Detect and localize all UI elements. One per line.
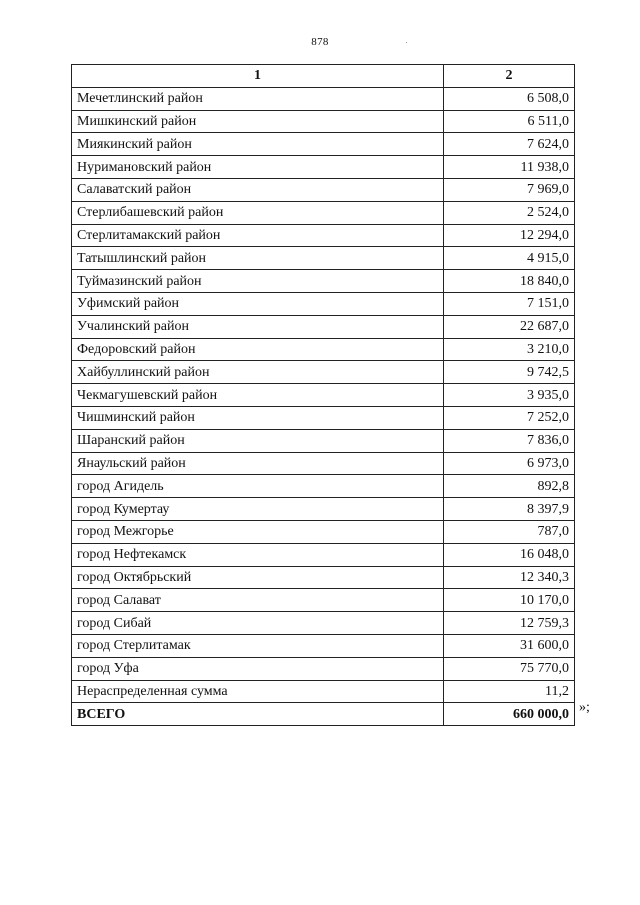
row-name-cell: Салаватский район bbox=[72, 178, 444, 201]
row-name-cell: Чекмагушевский район bbox=[72, 384, 444, 407]
table-row bbox=[72, 612, 575, 635]
column-header-1: 1 bbox=[72, 65, 444, 88]
table-row bbox=[72, 384, 575, 407]
row-name-cell: город Кумертау bbox=[72, 498, 444, 521]
row-value-cell: 12 340,3 bbox=[444, 566, 575, 589]
row-value-cell: 7 252,0 bbox=[444, 406, 575, 429]
row-value-cell: 7 624,0 bbox=[444, 133, 575, 156]
table-row bbox=[72, 201, 575, 224]
table-row bbox=[72, 657, 575, 680]
table-row bbox=[72, 87, 575, 110]
row-name-cell: Федоровский район bbox=[72, 338, 444, 361]
row-value-cell: 3 210,0 bbox=[444, 338, 575, 361]
row-value-cell: 11 938,0 bbox=[444, 156, 575, 179]
row-name-cell: город Сибай bbox=[72, 612, 444, 635]
table-row bbox=[72, 429, 575, 452]
table-row bbox=[72, 498, 575, 521]
row-value-cell: 7 969,0 bbox=[444, 178, 575, 201]
row-name-cell: город Уфа bbox=[72, 657, 444, 680]
table-row bbox=[72, 270, 575, 293]
table-body bbox=[72, 87, 575, 725]
table-row bbox=[72, 475, 575, 498]
row-name-cell: Чишминский район bbox=[72, 406, 444, 429]
row-value-cell: 75 770,0 bbox=[444, 657, 575, 680]
row-name-cell: город Салават bbox=[72, 589, 444, 612]
row-name-cell: Мечетлинский район bbox=[72, 87, 444, 110]
row-value-cell: 31 600,0 bbox=[444, 634, 575, 657]
row-name-cell: Туймазинский район bbox=[72, 270, 444, 293]
row-value-cell: 22 687,0 bbox=[444, 315, 575, 338]
row-value-cell: 6 511,0 bbox=[444, 110, 575, 133]
row-name-cell: Янаульский район bbox=[72, 452, 444, 475]
page-number: 878 bbox=[311, 36, 329, 48]
table-row bbox=[72, 224, 575, 247]
total-label-cell: ВСЕГО bbox=[72, 703, 444, 726]
row-name-cell: Хайбуллинский район bbox=[72, 361, 444, 384]
row-value-cell: 4 915,0 bbox=[444, 247, 575, 270]
table-row bbox=[72, 520, 575, 543]
row-name-cell: город Агидель bbox=[72, 475, 444, 498]
row-name-cell: город Нефтекамск bbox=[72, 543, 444, 566]
total-row bbox=[72, 703, 575, 726]
table-header-row bbox=[72, 65, 575, 88]
table-row bbox=[72, 361, 575, 384]
row-value-cell: 892,8 bbox=[444, 475, 575, 498]
scan-speck bbox=[406, 42, 407, 43]
row-value-cell: 12 759,3 bbox=[444, 612, 575, 635]
table-row bbox=[72, 133, 575, 156]
table-row bbox=[72, 338, 575, 361]
table-row bbox=[72, 315, 575, 338]
row-value-cell: 3 935,0 bbox=[444, 384, 575, 407]
table-row bbox=[72, 406, 575, 429]
row-name-cell: Уфимский район bbox=[72, 292, 444, 315]
row-value-cell: 16 048,0 bbox=[444, 543, 575, 566]
row-name-cell: Татышлинский район bbox=[72, 247, 444, 270]
table-row bbox=[72, 680, 575, 703]
row-name-cell: Стерлитамакский район bbox=[72, 224, 444, 247]
row-value-cell: 8 397,9 bbox=[444, 498, 575, 521]
row-value-cell: 6 508,0 bbox=[444, 87, 575, 110]
row-value-cell: 12 294,0 bbox=[444, 224, 575, 247]
row-value-cell: 2 524,0 bbox=[444, 201, 575, 224]
closing-quote-mark: »; bbox=[579, 700, 590, 715]
table-row bbox=[72, 634, 575, 657]
total-value-cell: 660 000,0 bbox=[444, 703, 575, 726]
table-row bbox=[72, 247, 575, 270]
row-name-cell: Нуримановский район bbox=[72, 156, 444, 179]
allocation-table bbox=[71, 64, 575, 726]
row-name-cell: Миякинский район bbox=[72, 133, 444, 156]
row-name-cell: город Межгорье bbox=[72, 520, 444, 543]
table-row bbox=[72, 543, 575, 566]
row-name-cell: Учалинский район bbox=[72, 315, 444, 338]
table-row bbox=[72, 110, 575, 133]
row-value-cell: 18 840,0 bbox=[444, 270, 575, 293]
row-value-cell: 9 742,5 bbox=[444, 361, 575, 384]
table-row bbox=[72, 566, 575, 589]
row-value-cell: 10 170,0 bbox=[444, 589, 575, 612]
row-value-cell: 787,0 bbox=[444, 520, 575, 543]
row-name-cell: Стерлибашевский район bbox=[72, 201, 444, 224]
row-value-cell: 7 836,0 bbox=[444, 429, 575, 452]
table-row bbox=[72, 292, 575, 315]
row-value-cell: 7 151,0 bbox=[444, 292, 575, 315]
table-row bbox=[72, 452, 575, 475]
table-row bbox=[72, 178, 575, 201]
row-value-cell: 6 973,0 bbox=[444, 452, 575, 475]
row-name-cell: Шаранский район bbox=[72, 429, 444, 452]
table-row bbox=[72, 156, 575, 179]
table-row bbox=[72, 589, 575, 612]
row-name-cell: город Стерлитамак bbox=[72, 634, 444, 657]
column-header-2: 2 bbox=[444, 65, 575, 88]
row-name-cell: город Октябрьский bbox=[72, 566, 444, 589]
row-name-cell: Мишкинский район bbox=[72, 110, 444, 133]
row-name-cell: Нераспределенная сумма bbox=[72, 680, 444, 703]
row-value-cell: 11,2 bbox=[444, 680, 575, 703]
